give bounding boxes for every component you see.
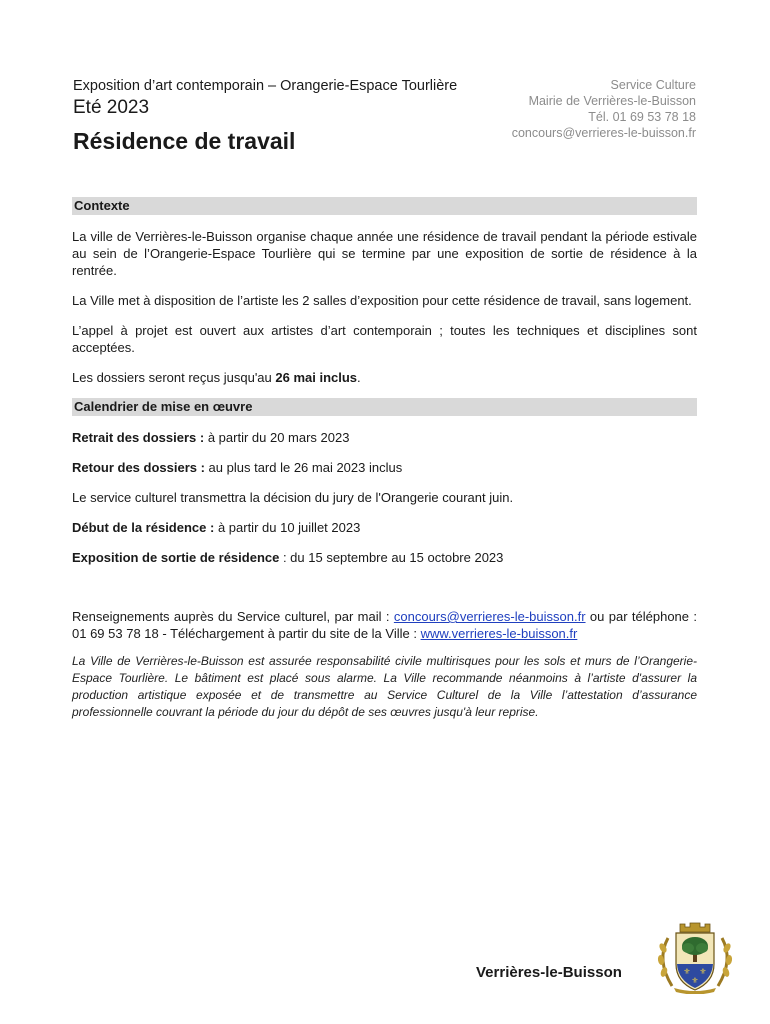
svg-text:⚜: ⚜ [691,976,699,985]
retrait-label: Retrait des dossiers : [72,430,205,445]
debut-value: à partir du 10 juillet 2023 [214,520,361,535]
calendar-retrait [72,429,697,446]
deadline-suffix: . [357,370,361,385]
svg-text:⚜: ⚜ [699,967,707,976]
debut-label: Début de la résidence : [72,520,215,535]
email-link[interactable]: concours@verrieres-le-buisson.fr [393,609,586,624]
calendar-jury: Le service culturel transmettra la décision du jury de l'Orangerie courant juin. [72,490,514,505]
main-content [72,197,697,733]
contact-block [436,77,696,141]
season-label: Eté 2023 [73,97,150,118]
deadline-date: 26 mai inclus [275,370,358,385]
section-heading-calendar: Calendrier de mise en œuvre [72,398,697,416]
context-paragraph-3: L’appel à projet est ouvert aux artistes d’art contemporain ; toutes les techniques et disciplines sont acceptées. [72,323,697,355]
info-prefix: Renseignements auprès du Service culturel, par mail : [72,609,394,624]
info-middle: ou par téléphone : 01 69 53 78 18 - Téléchargement à partir du site de la Ville : [72,609,698,641]
insurance-disclaimer: La Ville de Verrières-le-Buisson est assurée responsabilité civile multirisques pour les sols et murs de l’Orangerie-Espace Tourlière. Le bâtiment est placé sous alarme. La Ville recommande néanmoins à l’artiste d'assurer la production artistique exposée et de transmettre au Service Culturel de la Ville l’attestation d’assurance professionnelle couvrant la période du jour du dépôt de ses œuvres jusqu'à leur reprise. [72,654,697,719]
context-paragraph-2: La Ville met à disposition de l’artiste les 2 salles d’exposition pour cette résidence de travail, sans logement. [72,293,692,308]
retour-value: au plus tard le 26 mai 2023 inclus [204,460,403,475]
contact-mairie: Mairie de Verrières-le-Buisson [528,94,696,108]
contact-service: Service Culture [610,78,696,92]
contact-email: concours@verrieres-le-buisson.fr [511,126,696,140]
deadline-prefix: Les dossiers seront reçus jusqu'au [72,370,276,385]
deadline-paragraph [72,369,697,386]
footer-town-name: Verrières-le-Buisson [476,964,622,981]
retour-label: Retour des dossiers : [72,460,205,475]
page-title: Résidence de travail [73,128,296,154]
expo-label: Exposition de sortie de résidence [72,550,280,565]
expo-value: : du 15 septembre au 15 octobre 2023 [279,550,504,565]
svg-text:⚜: ⚜ [683,967,691,976]
calendar-exposition [72,549,697,566]
coat-of-arms-icon [650,920,740,994]
calendar-retour [72,459,697,476]
calendar-debut [72,519,697,536]
info-paragraph [72,608,697,642]
contact-phone: Tél. 01 69 53 78 18 [588,110,696,124]
context-paragraph-1: La ville de Verrières-le-Buisson organise chaque année une résidence de travail pendant la période estivale au sein de l’Orangerie-Espace Tourlière qui se termine par une exposition de sortie de résidence à la rentrée. [72,229,697,278]
retrait-value: à partir du 20 mars 2023 [204,430,350,445]
exhibition-subtitle: Exposition d’art contemporain – Orangerie-Espace Tourlière [73,78,458,94]
section-heading-context: Contexte [72,197,697,215]
website-link[interactable]: www.verrieres-le-buisson.fr [420,626,578,641]
